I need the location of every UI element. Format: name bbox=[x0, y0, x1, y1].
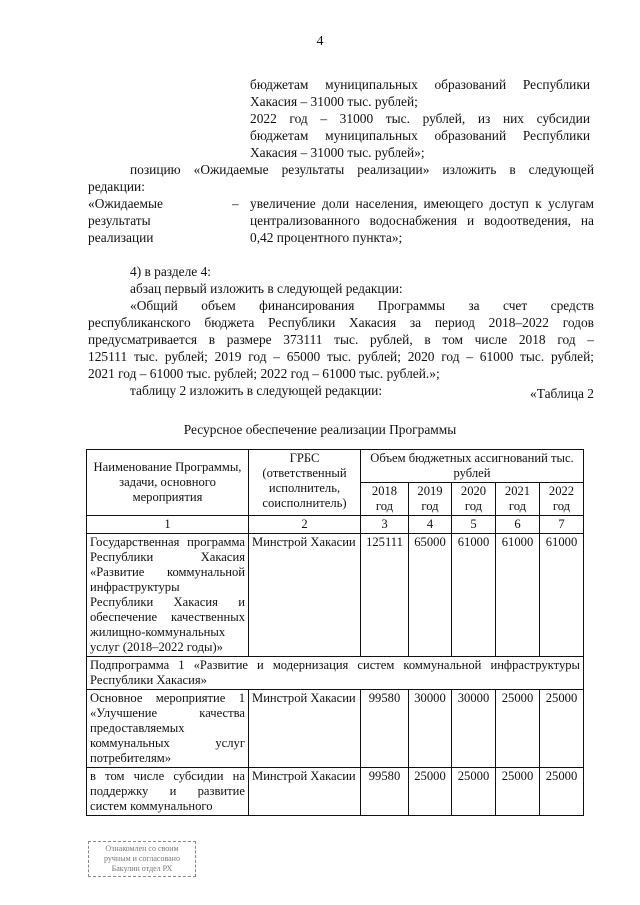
row-value: 61000 bbox=[496, 534, 540, 657]
dash: – bbox=[232, 196, 239, 211]
row-grbs: Минстрой Хакасии bbox=[249, 690, 361, 768]
row-value: 25000 bbox=[496, 768, 540, 816]
header-grbs: ГРБС (ответственный исполнитель, соисполнитель) bbox=[249, 450, 361, 516]
abzac-line: абзац первый изложить в следующей редакции: bbox=[130, 281, 403, 296]
row-value: 25000 bbox=[452, 768, 496, 816]
row-value: 25000 bbox=[540, 768, 584, 816]
column-number: 3 bbox=[361, 516, 409, 534]
text-line: бюджетам муниципальных образований Республики bbox=[250, 128, 590, 143]
row-name: Государственная программа Республики Хакасия «Развитие коммунальной инфраструктуры Республики Хакасия и обеспечение качественных жилищно-коммунальных услуг (2018–2022 годы)» bbox=[87, 534, 249, 657]
table-row bbox=[87, 534, 584, 657]
row-value: 99580 bbox=[361, 768, 409, 816]
header-year: 2020 год bbox=[452, 483, 496, 516]
header-year: 2019 год bbox=[409, 483, 452, 516]
row-value: 61000 bbox=[452, 534, 496, 657]
header-year: 2021 год bbox=[496, 483, 540, 516]
row-name: в том числе субсидии на поддержку и развитие систем коммунального bbox=[87, 768, 249, 816]
row-value: 30000 bbox=[409, 690, 452, 768]
section-heading: 4) в разделе 4: bbox=[130, 264, 212, 279]
approval-stamp: Ознакомлен со своим ручным и согласовано Бакулин отдел РХ bbox=[88, 841, 196, 877]
column-number: 4 bbox=[409, 516, 452, 534]
text-line: Хакасия – 31000 тыс. рублей»; bbox=[250, 145, 425, 160]
position-paragraph: позицию «Ожидаемые результаты реализации» изложить в следующей bbox=[130, 162, 594, 177]
continuation-block bbox=[250, 76, 590, 161]
quote-line: «Общий объем финансирования Программы за счет средств bbox=[130, 298, 594, 313]
header-year: 2018 год bbox=[361, 483, 409, 516]
text-line: 2022 год – 31000 тыс. рублей, из них субсидии bbox=[250, 111, 590, 126]
column-number: 2 bbox=[249, 516, 361, 534]
header-year: 2022 год bbox=[540, 483, 584, 516]
table-intro: таблицу 2 изложить в следующей редакции: bbox=[130, 383, 383, 398]
expected-value: увеличение доли населения, имеющего доступ к услугам централизованного водоснабжения и водоотведения, на 0,42 процентного пункта»; bbox=[250, 196, 594, 245]
resource-table bbox=[86, 449, 584, 816]
quote-block: республиканского бюджета Республики Хакасия за период 2018–2022 годов предусматривается в размере 373111 тыс. рублей, в том числе 2018 год – 125111 тыс. рублей; 2019 год – 65000 тыс. рублей; 2020 год – 61000 тыс. рублей; 2021 год – 61000 тыс. рублей; 2022 год – 61000 тыс. рублей.»; bbox=[88, 315, 594, 381]
column-number: 7 bbox=[540, 516, 584, 534]
row-value: 25000 bbox=[540, 690, 584, 768]
row-value: 65000 bbox=[409, 534, 452, 657]
header-volume: Объем бюджетных ассигнований тыс. рублей bbox=[361, 450, 584, 483]
text-line: Хакасия – 31000 тыс. рублей; bbox=[250, 94, 418, 109]
table-label: «Таблица 2 bbox=[530, 386, 594, 401]
table-row bbox=[87, 690, 584, 768]
row-value: 25000 bbox=[409, 768, 452, 816]
expected-label: «Ожидаемые результаты реализации bbox=[88, 196, 163, 245]
text-line: бюджетам муниципальных образований Республики bbox=[250, 77, 590, 92]
row-value: 25000 bbox=[496, 690, 540, 768]
column-number: 5 bbox=[452, 516, 496, 534]
table-row bbox=[87, 768, 584, 816]
header-name: Наименование Программы, задачи, основного мероприятия bbox=[87, 450, 249, 516]
row-grbs: Минстрой Хакасии bbox=[249, 534, 361, 657]
column-number: 1 bbox=[87, 516, 249, 534]
row-name: Основное мероприятие 1 «Улучшение качества предоставляемых коммунальных услуг потребителям» bbox=[87, 690, 249, 768]
page-number: 4 bbox=[316, 34, 324, 49]
row-value: 99580 bbox=[361, 690, 409, 768]
table-title: Ресурсное обеспечение реализации Программы bbox=[183, 422, 457, 437]
row-grbs: Минстрой Хакасии bbox=[249, 768, 361, 816]
row-value: 125111 bbox=[361, 534, 409, 657]
table-row bbox=[87, 657, 584, 690]
row-value: 61000 bbox=[540, 534, 584, 657]
column-number: 6 bbox=[496, 516, 540, 534]
row-value: 30000 bbox=[452, 690, 496, 768]
subprogram-row: Подпрограмма 1 «Развитие и модернизация систем коммунальной инфраструктуры Республики Хакасия» bbox=[87, 657, 584, 690]
position-paragraph-end: редакции: bbox=[88, 179, 145, 194]
